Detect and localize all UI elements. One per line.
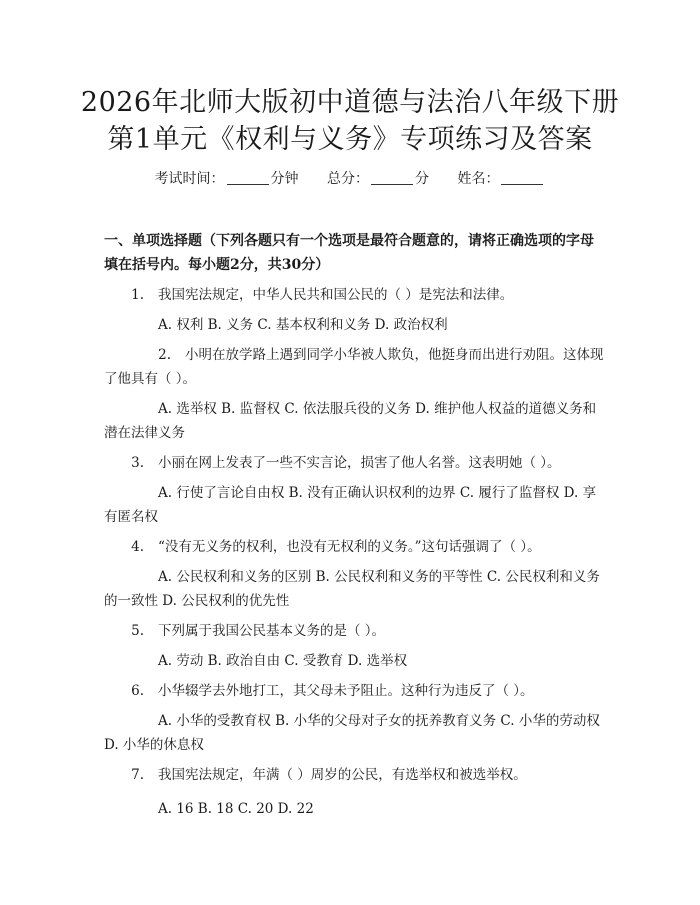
exam-score-unit: 分 — [415, 171, 429, 187]
question-3 — [104, 451, 604, 475]
question-7 — [104, 763, 604, 787]
exam-name — [457, 169, 545, 189]
exam-time-unit: 分钟 — [270, 171, 299, 187]
question-text: 小明在放学路上遇到同学小华被人欺负，他挺身而出进行劝阻。这体现了他具有（ ）。 — [104, 347, 604, 387]
question-1 — [104, 283, 604, 307]
question-text: 下列属于我国公民基本义务的是（ ）。 — [158, 623, 386, 639]
exam-meta — [0, 169, 700, 189]
question-4 — [104, 535, 604, 559]
question-number: 1. — [131, 287, 144, 303]
question-2 — [104, 343, 604, 391]
question-text: 我国宪法规定，中华人民共和国公民的（ ）是宪法和法律。 — [158, 287, 514, 303]
question-number: 6. — [131, 683, 144, 699]
question-text: 小华辍学去外地打工，其父母未予阻止。这种行为违反了（ ）。 — [158, 683, 534, 699]
section-heading: 一、单项选择题（下列各题只有一个选项是最符合题意的，请将正确选项的字母填在括号内。每小题2分，共30分） — [104, 233, 594, 273]
question-5-options: A. 劳动 B. 政治自由 C. 受教育 D. 选举权 — [158, 653, 408, 669]
question-number: 3. — [131, 455, 144, 471]
question-6 — [104, 679, 604, 703]
question-number: 7. — [131, 767, 144, 783]
question-7-options: A. 16 B. 18 C. 20 D. 22 — [158, 801, 314, 817]
exam-name-label: 姓名： — [457, 171, 500, 187]
question-number: 2. — [158, 347, 171, 363]
exam-time-blank[interactable] — [227, 170, 269, 185]
question-4-options: A. 公民权利和义务的区别 B. 公民权利和义务的平等性 C. 公民权利和义务的一致性 D. 公民权利的优先性 — [104, 569, 600, 609]
exam-name-blank[interactable] — [501, 170, 543, 185]
exam-score-label: 总分： — [327, 171, 369, 187]
document-title-line1: 2026年北师大版初中道德与法治八年级下册 — [80, 87, 620, 118]
question-1-options: A. 权利 B. 义务 C. 基本权利和义务 D. 政治权利 — [158, 317, 448, 333]
question-text: 小丽在网上发表了一些不实言论，损害了他人名誉。这表明她（ ）。 — [158, 455, 561, 471]
question-3-options: A. 行使了言论自由权 B. 没有正确认识权利的边界 C. 履行了监督权 D. 享有匿名权 — [104, 485, 597, 525]
question-number: 4. — [131, 539, 144, 555]
question-2-options: A. 选举权 B. 监督权 C. 依法服兵役的义务 D. 维护他人权益的道德义务和潜在法律义务 — [104, 401, 597, 441]
question-text: 我国宪法规定，年满（ ）周岁的公民，有选举权和被选举权。 — [158, 767, 527, 783]
exam-score-blank[interactable] — [371, 170, 413, 185]
exam-time — [155, 169, 299, 189]
question-5 — [104, 619, 604, 643]
exam-time-label: 考试时间： — [154, 171, 225, 187]
question-text: “没有无义务的权利，也没有无权利的义务。”这句话强调了（ ）。 — [158, 539, 541, 555]
exam-score — [327, 169, 429, 189]
document-title-line2: 第1单元《权利与义务》专项练习及答案 — [107, 124, 593, 155]
question-6-options: A. 小华的受教育权 B. 小华的父母对子女的抚养教育义务 C. 小华的劳动权 D. 小华的休息权 — [104, 713, 600, 753]
question-number: 5. — [131, 623, 144, 639]
